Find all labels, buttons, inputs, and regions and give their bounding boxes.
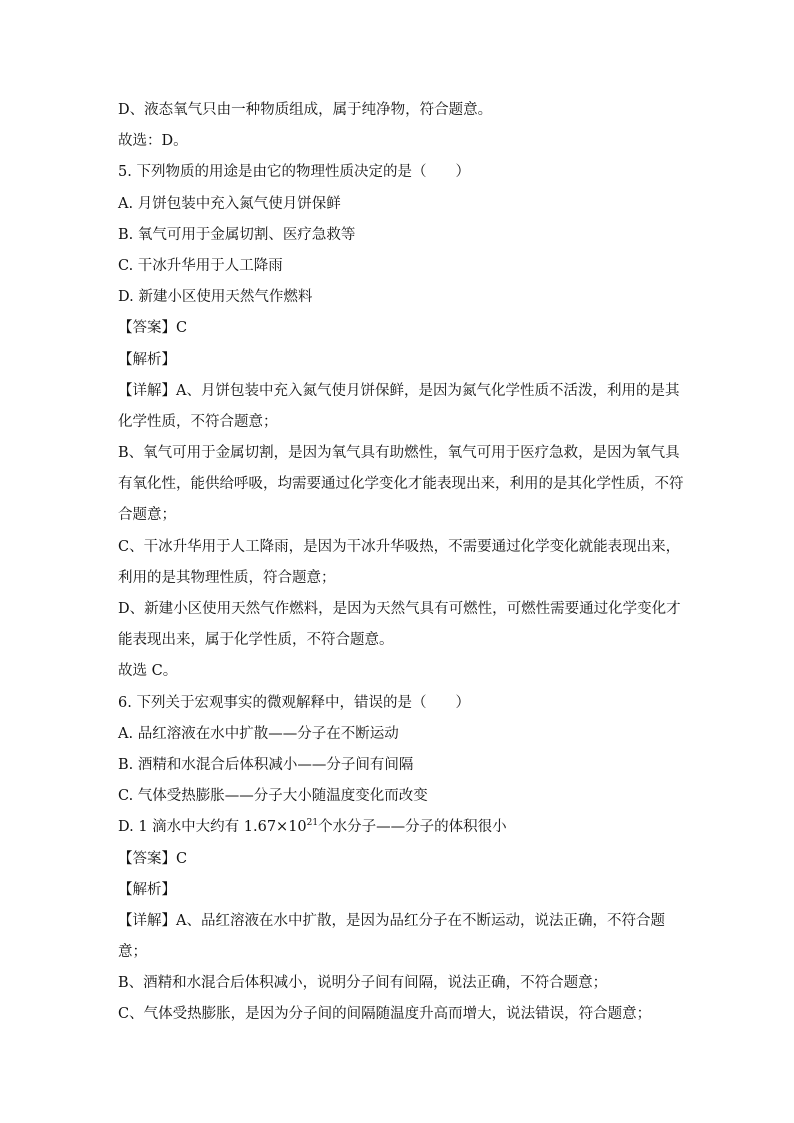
q6-detail-a-line1: 【详解】A、品红溶液在水中扩散，是因为品红分子在不断运动，说法正确，不符合题 xyxy=(118,912,665,929)
q6-option-b: B. 酒精和水混合后体积减小——分子间有间隔 xyxy=(118,756,414,773)
q6-detail-c-line1: C、气体受热膨胀，是因为分子间的间隔随温度升高而增大，说法错误，符合题意； xyxy=(118,1006,652,1023)
q6-option-d-prefix: D. 1 滴水中大约有 1.67×10 xyxy=(118,819,307,836)
q5-detail-a-line2: 化学性质，不符合题意； xyxy=(118,413,278,430)
q5-conclusion: 故选 C。 xyxy=(118,663,178,680)
q5-option-d: D. 新建小区使用天然气作燃料 xyxy=(118,289,313,306)
prev-conclusion: 故选：D。 xyxy=(118,133,188,150)
q5-detail-c-line2: 利用的是其物理性质，符合题意； xyxy=(118,569,336,586)
q5-detail-c-line1: C、干冰升华用于人工降雨，是因为干冰升华吸热，不需要通过化学变化就能表现出来， xyxy=(118,538,681,555)
q5-detail-b-line1: B、氧气可用于金属切割，是因为氧气具有助燃性，氧气可用于医疗急救，是因为氧气具 xyxy=(118,445,680,462)
q6-option-c: C. 气体受热膨胀——分子大小随温度变化而改变 xyxy=(118,788,428,805)
q6-option-d-exponent: 21 xyxy=(306,818,319,829)
q6-option-d xyxy=(118,812,678,843)
q5-detail-b-line2: 有氧化性，能供给呼吸，均需要通过化学变化才能表现出来，利用的是其化学性质，不符 xyxy=(118,476,684,493)
q5-option-a: A. 月饼包装中充入氮气使月饼保鲜 xyxy=(118,195,341,212)
q5-option-b: B. 氧气可用于金属切割、医疗急救等 xyxy=(118,226,356,243)
q5-detail-a-line1: 【详解】A、月饼包装中充入氮气使月饼保鲜，是因为氮气化学性质不活泼，利用的是其 xyxy=(118,382,680,399)
q6-option-a: A. 品红溶液在水中扩散——分子在不断运动 xyxy=(118,725,399,742)
q6-detail-b-line1: B、酒精和水混合后体积减小，说明分子间有间隔，说法正确，不符合题意； xyxy=(118,975,608,992)
q6-answer: 【答案】C xyxy=(118,850,188,867)
q6-stem: 6. 下列关于宏观事实的微观解释中，错误的是（ ） xyxy=(118,694,470,711)
prev-option-d-explanation: D、液态氧气只由一种物质组成，属于纯净物，符合题意。 xyxy=(118,102,493,118)
q5-stem: 5. 下列物质的用途是由它的物理性质决定的是（ ） xyxy=(118,164,470,181)
q5-analysis-heading: 【解析】 xyxy=(118,351,176,368)
q6-detail-a-line2: 意； xyxy=(118,944,147,961)
q5-detail-d-line1: D、新建小区使用天然气作燃料，是因为天然气具有可燃性，可燃性需要通过化学变化才 xyxy=(118,601,681,617)
page-content xyxy=(118,95,684,1031)
q5-detail-b-line3: 合题意； xyxy=(118,507,176,524)
q5-answer: 【答案】C xyxy=(118,320,188,337)
q5-option-c: C. 干冰升华用于人工降雨 xyxy=(118,257,283,274)
q6-option-d-suffix: 个水分子——分子的体积很小 xyxy=(318,819,507,836)
q6-analysis-heading: 【解析】 xyxy=(118,881,176,898)
q5-detail-d-line2: 能表现出来，属于化学性质，不符合题意。 xyxy=(118,632,394,649)
